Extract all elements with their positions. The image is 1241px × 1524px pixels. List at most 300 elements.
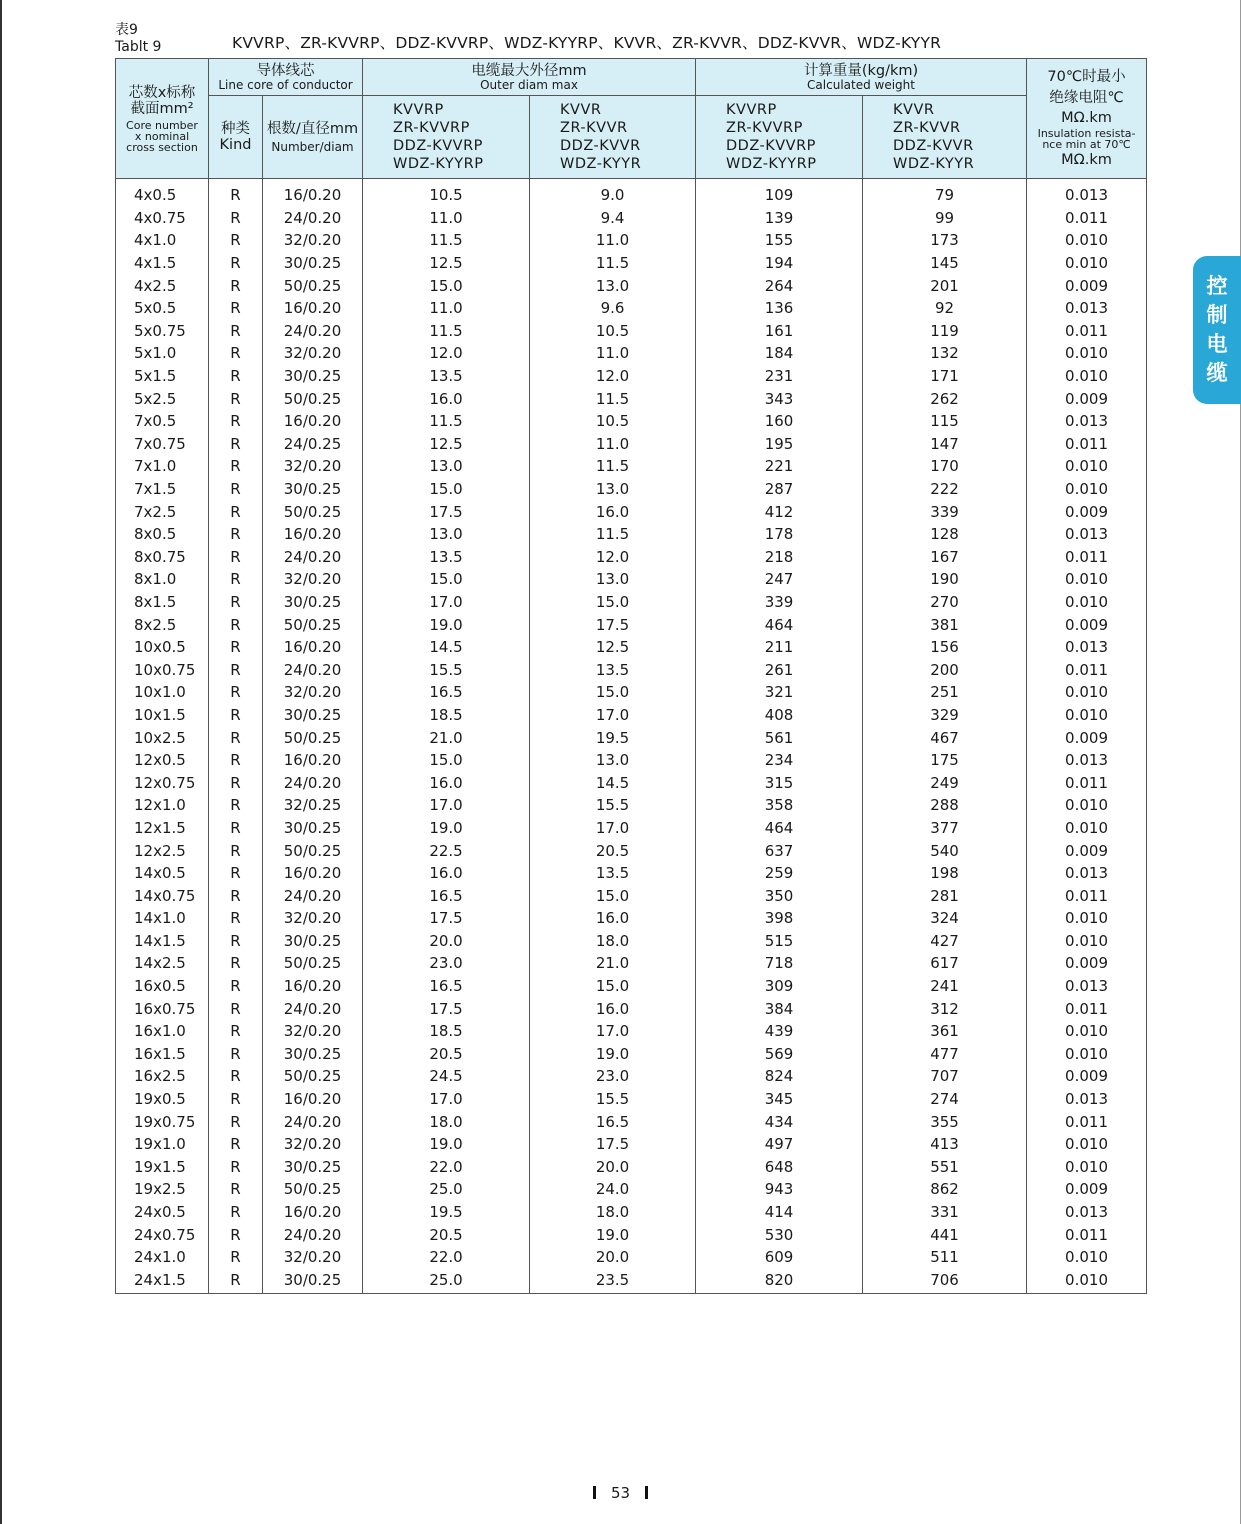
cell-outer-diam-r: 11.5 [530, 252, 696, 275]
cell-outer-diam-r: 23.0 [530, 1065, 696, 1088]
cell-outer-diam-r: 15.0 [530, 591, 696, 614]
cell-weight-rp: 569 [696, 1043, 863, 1066]
table-row [116, 179, 1147, 207]
cell-core-size: 4x1.5 [116, 252, 209, 275]
cell-core-size: 12x1.5 [116, 817, 209, 840]
table-row [116, 1223, 1147, 1246]
cell-number-diam: 16/0.20 [263, 1201, 363, 1224]
cell-weight-r: 222 [863, 478, 1027, 501]
cell-insulation: 0.009 [1027, 839, 1147, 862]
cell-core-size: 12x1.0 [116, 794, 209, 817]
cell-outer-diam-rp: 15.0 [363, 749, 530, 772]
cell-core-size: 24x0.5 [116, 1201, 209, 1224]
cell-weight-r: 270 [863, 591, 1027, 614]
table-row [116, 387, 1147, 410]
cell-weight-rp: 530 [696, 1223, 863, 1246]
cell-outer-diam-rp: 18.5 [363, 704, 530, 727]
cell-outer-diam-rp: 16.0 [363, 771, 530, 794]
cell-core-size: 14x2.5 [116, 952, 209, 975]
header-weight-en: Calculated weight [807, 77, 915, 92]
header-core-en-1: Core number [126, 118, 198, 132]
cell-outer-diam-rp: 19.0 [363, 817, 530, 840]
cell-weight-r: 190 [863, 568, 1027, 591]
cell-core-size: 19x1.0 [116, 1133, 209, 1156]
cell-outer-diam-rp: 13.0 [363, 523, 530, 546]
cell-core-size: 19x1.5 [116, 1156, 209, 1179]
cell-weight-r: 128 [863, 523, 1027, 546]
header-weight [696, 59, 1027, 96]
cell-outer-diam-r: 18.0 [530, 930, 696, 953]
cell-kind: R [209, 455, 263, 478]
table-row [116, 568, 1147, 591]
cell-outer-diam-rp: 16.0 [363, 387, 530, 410]
cell-outer-diam-rp: 17.5 [363, 500, 530, 523]
header-core-cn-2: 截面mm² [130, 100, 194, 117]
cell-weight-r: 171 [863, 365, 1027, 388]
cell-weight-rp: 321 [696, 681, 863, 704]
cell-number-diam: 32/0.20 [263, 568, 363, 591]
cell-weight-r: 540 [863, 839, 1027, 862]
cell-insulation: 0.013 [1027, 636, 1147, 659]
cell-kind: R [209, 794, 263, 817]
table-row [116, 613, 1147, 636]
cell-outer-diam-r: 20.0 [530, 1246, 696, 1269]
section-tab-control-cable[interactable] [1193, 256, 1241, 404]
table-row [116, 726, 1147, 749]
cell-insulation: 0.010 [1027, 229, 1147, 252]
cell-number-diam: 30/0.25 [263, 930, 363, 953]
cell-weight-r: 377 [863, 817, 1027, 840]
cell-weight-rp: 515 [696, 930, 863, 953]
cell-weight-r: 251 [863, 681, 1027, 704]
cell-outer-diam-rp: 24.5 [363, 1065, 530, 1088]
cell-kind: R [209, 839, 263, 862]
cell-core-size: 16x1.0 [116, 1020, 209, 1043]
cell-number-diam: 50/0.25 [263, 613, 363, 636]
cell-weight-rp: 339 [696, 591, 863, 614]
header-ins-en-2: nce min at 70℃ [1042, 137, 1131, 151]
cell-number-diam: 30/0.25 [263, 252, 363, 275]
cell-outer-diam-rp: 11.5 [363, 320, 530, 343]
table-row [116, 500, 1147, 523]
cell-insulation: 0.011 [1027, 1223, 1147, 1246]
cell-core-size: 24x1.0 [116, 1246, 209, 1269]
cell-insulation: 0.010 [1027, 1043, 1147, 1066]
cell-insulation: 0.011 [1027, 884, 1147, 907]
cell-insulation: 0.010 [1027, 478, 1147, 501]
cell-weight-r: 862 [863, 1178, 1027, 1201]
cell-weight-r: 200 [863, 658, 1027, 681]
cell-weight-rp: 155 [696, 229, 863, 252]
cell-outer-diam-r: 23.5 [530, 1269, 696, 1294]
table-row [116, 1178, 1147, 1201]
cell-outer-diam-r: 11.0 [530, 433, 696, 456]
cell-insulation: 0.010 [1027, 1156, 1147, 1179]
cell-insulation: 0.010 [1027, 930, 1147, 953]
cell-outer-diam-r: 15.0 [530, 681, 696, 704]
table-row [116, 749, 1147, 772]
cell-number-diam: 16/0.20 [263, 179, 363, 207]
table-row [116, 297, 1147, 320]
cell-outer-diam-r: 11.5 [530, 387, 696, 410]
table-row [116, 478, 1147, 501]
cell-insulation: 0.010 [1027, 794, 1147, 817]
model-label: KVVRP [726, 102, 777, 118]
cell-outer-diam-rp: 12.5 [363, 252, 530, 275]
cell-weight-r: 274 [863, 1088, 1027, 1111]
cell-weight-r: 198 [863, 862, 1027, 885]
cell-number-diam: 30/0.25 [263, 1043, 363, 1066]
cell-core-size: 4x0.5 [116, 179, 209, 207]
model-label: DDZ-KVVR [560, 138, 641, 154]
table-row [116, 523, 1147, 546]
cell-outer-diam-rp: 16.5 [363, 681, 530, 704]
cell-insulation: 0.013 [1027, 523, 1147, 546]
cell-core-size: 12x0.75 [116, 771, 209, 794]
cell-number-diam: 32/0.20 [263, 907, 363, 930]
table-label-en: Tablt 9 [115, 39, 162, 55]
cell-number-diam: 16/0.20 [263, 862, 363, 885]
cell-kind: R [209, 658, 263, 681]
cell-insulation: 0.010 [1027, 342, 1147, 365]
table-row [116, 433, 1147, 456]
header-ins-en-1: Insulation resista- [1037, 126, 1136, 140]
table-row [116, 658, 1147, 681]
cell-weight-rp: 637 [696, 839, 863, 862]
cell-weight-rp: 234 [696, 749, 863, 772]
page-footer [0, 1484, 1241, 1502]
cell-insulation: 0.013 [1027, 749, 1147, 772]
cell-number-diam: 32/0.20 [263, 342, 363, 365]
cell-outer-diam-rp: 17.5 [363, 997, 530, 1020]
cell-kind: R [209, 1201, 263, 1224]
cell-kind: R [209, 907, 263, 930]
cell-kind: R [209, 704, 263, 727]
cell-kind: R [209, 591, 263, 614]
cell-kind: R [209, 613, 263, 636]
cell-core-size: 16x0.5 [116, 975, 209, 998]
cell-number-diam: 32/0.25 [263, 794, 363, 817]
header-core-en-2: x nominal [134, 129, 190, 143]
cell-core-size: 12x2.5 [116, 839, 209, 862]
cell-number-diam: 30/0.25 [263, 365, 363, 388]
cell-kind: R [209, 320, 263, 343]
cell-weight-rp: 184 [696, 342, 863, 365]
cell-number-diam: 30/0.25 [263, 591, 363, 614]
header-outer-r-models [530, 96, 696, 179]
cell-outer-diam-rp: 19.0 [363, 1133, 530, 1156]
cell-core-size: 10x0.5 [116, 636, 209, 659]
cell-kind: R [209, 274, 263, 297]
cell-weight-r: 477 [863, 1043, 1027, 1066]
cell-kind: R [209, 297, 263, 320]
cell-insulation: 0.009 [1027, 952, 1147, 975]
cell-weight-rp: 561 [696, 726, 863, 749]
cell-outer-diam-r: 13.0 [530, 274, 696, 297]
cell-insulation: 0.010 [1027, 1269, 1147, 1294]
cell-kind: R [209, 1178, 263, 1201]
cell-insulation: 0.013 [1027, 297, 1147, 320]
cell-weight-rp: 824 [696, 1065, 863, 1088]
table-row [116, 455, 1147, 478]
table-row [116, 636, 1147, 659]
table-row [116, 839, 1147, 862]
cell-insulation: 0.010 [1027, 1020, 1147, 1043]
cell-core-size: 7x2.5 [116, 500, 209, 523]
cell-weight-r: 706 [863, 1269, 1027, 1294]
cell-weight-r: 329 [863, 704, 1027, 727]
cell-insulation: 0.011 [1027, 1110, 1147, 1133]
cell-weight-rp: 315 [696, 771, 863, 794]
cell-outer-diam-r: 11.0 [530, 229, 696, 252]
cell-weight-r: 288 [863, 794, 1027, 817]
header-conductor [209, 59, 363, 96]
cell-insulation: 0.011 [1027, 433, 1147, 456]
cell-insulation: 0.009 [1027, 274, 1147, 297]
cell-weight-r: 201 [863, 274, 1027, 297]
cell-number-diam: 24/0.20 [263, 1110, 363, 1133]
table-row [116, 546, 1147, 569]
cell-insulation: 0.010 [1027, 704, 1147, 727]
cell-insulation: 0.010 [1027, 455, 1147, 478]
cell-weight-rp: 309 [696, 975, 863, 998]
cell-number-diam: 16/0.20 [263, 523, 363, 546]
cell-weight-rp: 139 [696, 207, 863, 230]
cell-core-size: 10x2.5 [116, 726, 209, 749]
cell-outer-diam-rp: 17.5 [363, 907, 530, 930]
cell-kind: R [209, 433, 263, 456]
cell-kind: R [209, 862, 263, 885]
header-number-cn: 根数/直径mm [266, 120, 359, 137]
cell-kind: R [209, 1088, 263, 1111]
cell-outer-diam-r: 12.5 [530, 636, 696, 659]
cell-core-size: 12x0.5 [116, 749, 209, 772]
cell-insulation: 0.013 [1027, 975, 1147, 998]
model-label: WDZ-KYYRP [726, 156, 817, 172]
cell-kind: R [209, 636, 263, 659]
cell-kind: R [209, 1156, 263, 1179]
cell-weight-rp: 221 [696, 455, 863, 478]
cell-insulation: 0.009 [1027, 726, 1147, 749]
cell-kind: R [209, 817, 263, 840]
cell-insulation: 0.013 [1027, 410, 1147, 433]
table-row [116, 1088, 1147, 1111]
cell-weight-r: 262 [863, 387, 1027, 410]
table-row [116, 1246, 1147, 1269]
cell-weight-rp: 648 [696, 1156, 863, 1179]
table-row [116, 274, 1147, 297]
cell-number-diam: 16/0.20 [263, 975, 363, 998]
cell-kind: R [209, 523, 263, 546]
cell-kind: R [209, 568, 263, 591]
cell-outer-diam-rp: 13.5 [363, 546, 530, 569]
cell-insulation: 0.011 [1027, 658, 1147, 681]
cell-kind: R [209, 229, 263, 252]
cell-weight-r: 441 [863, 1223, 1027, 1246]
header-ins-unit-2: MΩ.km [1061, 151, 1112, 168]
cell-weight-rp: 161 [696, 320, 863, 343]
cell-core-size: 5x1.5 [116, 365, 209, 388]
cell-number-diam: 50/0.25 [263, 839, 363, 862]
cell-outer-diam-rp: 25.0 [363, 1178, 530, 1201]
cell-outer-diam-rp: 22.0 [363, 1246, 530, 1269]
cell-number-diam: 24/0.25 [263, 433, 363, 456]
cell-outer-diam-r: 12.0 [530, 546, 696, 569]
cell-weight-rp: 464 [696, 817, 863, 840]
cell-outer-diam-rp: 16.5 [363, 884, 530, 907]
cell-weight-rp: 259 [696, 862, 863, 885]
cell-weight-r: 132 [863, 342, 1027, 365]
cell-number-diam: 32/0.20 [263, 1246, 363, 1269]
header-core-size [116, 59, 209, 179]
cell-kind: R [209, 749, 263, 772]
table-row [116, 704, 1147, 727]
cell-outer-diam-rp: 25.0 [363, 1269, 530, 1294]
cell-outer-diam-r: 16.0 [530, 907, 696, 930]
cell-number-diam: 24/0.20 [263, 320, 363, 343]
cell-weight-rp: 231 [696, 365, 863, 388]
cell-weight-r: 79 [863, 179, 1027, 207]
cell-insulation: 0.009 [1027, 1065, 1147, 1088]
table-row [116, 1043, 1147, 1066]
cell-kind: R [209, 1246, 263, 1269]
cell-weight-rp: 497 [696, 1133, 863, 1156]
model-label: ZR-KVVR [893, 120, 961, 136]
cell-weight-rp: 136 [696, 297, 863, 320]
table-body [116, 179, 1147, 1294]
header-weight-cn: 计算重量(kg/km) [803, 62, 919, 79]
cell-outer-diam-rp: 22.0 [363, 1156, 530, 1179]
cable-spec-table [115, 58, 1147, 1294]
cell-insulation: 0.009 [1027, 1178, 1147, 1201]
cell-insulation: 0.010 [1027, 817, 1147, 840]
header-outer-en: Outer diam max [480, 77, 578, 92]
model-label: DDZ-KVVRP [393, 138, 483, 154]
cell-outer-diam-rp: 18.0 [363, 1110, 530, 1133]
header-weight-rp-models [696, 96, 863, 179]
cell-outer-diam-rp: 20.5 [363, 1223, 530, 1246]
cell-outer-diam-rp: 23.0 [363, 952, 530, 975]
model-label: WDZ-KYYRP [393, 156, 484, 172]
cell-core-size: 16x2.5 [116, 1065, 209, 1088]
cell-weight-r: 339 [863, 500, 1027, 523]
header-insulation [1027, 59, 1147, 179]
cell-weight-r: 173 [863, 229, 1027, 252]
header-conductor-en: Line core of conductor [218, 77, 353, 92]
table-title: KVVRP、ZR-KVVRP、DDZ-KVVRP、WDZ-KYYRP、KVVR、ZR-KVVR、DDZ-KVVR、WDZ-KYYR [232, 34, 942, 52]
cell-outer-diam-rp: 21.0 [363, 726, 530, 749]
cell-core-size: 19x0.75 [116, 1110, 209, 1133]
cell-weight-rp: 414 [696, 1201, 863, 1224]
cell-kind: R [209, 952, 263, 975]
cell-core-size: 19x2.5 [116, 1178, 209, 1201]
cell-core-size: 10x1.5 [116, 704, 209, 727]
cell-insulation: 0.010 [1027, 591, 1147, 614]
cell-insulation: 0.010 [1027, 365, 1147, 388]
table-row [116, 1269, 1147, 1294]
cell-outer-diam-r: 20.0 [530, 1156, 696, 1179]
cell-core-size: 24x0.75 [116, 1223, 209, 1246]
header-kind [209, 96, 263, 179]
cell-insulation: 0.009 [1027, 500, 1147, 523]
cell-core-size: 7x0.5 [116, 410, 209, 433]
cell-outer-diam-r: 13.0 [530, 478, 696, 501]
cell-core-size: 14x1.0 [116, 907, 209, 930]
cell-core-size: 8x0.75 [116, 546, 209, 569]
table-row [116, 320, 1147, 343]
header-core-cn-1: 芯数x标称 [128, 84, 196, 101]
cell-outer-diam-rp: 12.0 [363, 342, 530, 365]
table-row [116, 997, 1147, 1020]
cell-outer-diam-rp: 17.0 [363, 1088, 530, 1111]
cell-number-diam: 16/0.20 [263, 297, 363, 320]
cell-weight-rp: 439 [696, 1020, 863, 1043]
cell-weight-r: 156 [863, 636, 1027, 659]
header-outer-diam [363, 59, 696, 96]
cell-outer-diam-r: 17.0 [530, 704, 696, 727]
cell-weight-r: 241 [863, 975, 1027, 998]
cell-kind: R [209, 478, 263, 501]
cell-number-diam: 30/0.25 [263, 1269, 363, 1294]
cell-weight-rp: 464 [696, 613, 863, 636]
cell-weight-rp: 264 [696, 274, 863, 297]
cell-core-size: 4x2.5 [116, 274, 209, 297]
cell-number-diam: 32/0.20 [263, 455, 363, 478]
cell-weight-rp: 343 [696, 387, 863, 410]
cell-weight-rp: 194 [696, 252, 863, 275]
cell-number-diam: 30/0.25 [263, 1156, 363, 1179]
cell-kind: R [209, 1043, 263, 1066]
cell-weight-r: 119 [863, 320, 1027, 343]
cell-outer-diam-r: 16.0 [530, 997, 696, 1020]
cell-kind: R [209, 342, 263, 365]
cell-number-diam: 50/0.25 [263, 274, 363, 297]
cell-insulation: 0.011 [1027, 546, 1147, 569]
cell-outer-diam-r: 10.5 [530, 410, 696, 433]
cell-outer-diam-r: 15.0 [530, 884, 696, 907]
cell-weight-r: 361 [863, 1020, 1027, 1043]
table-row [116, 975, 1147, 998]
header-outer-rp-models [363, 96, 530, 179]
header-ins-unit-1: MΩ.km [1061, 109, 1112, 126]
cell-outer-diam-rp: 20.0 [363, 930, 530, 953]
cell-outer-diam-r: 17.5 [530, 1133, 696, 1156]
cell-kind: R [209, 681, 263, 704]
cell-weight-rp: 218 [696, 546, 863, 569]
header-kind-en: Kind [219, 137, 252, 153]
cell-outer-diam-r: 9.0 [530, 179, 696, 207]
cell-weight-r: 145 [863, 252, 1027, 275]
cell-insulation: 0.011 [1027, 207, 1147, 230]
cell-core-size: 5x0.75 [116, 320, 209, 343]
cell-number-diam: 32/0.20 [263, 229, 363, 252]
cell-kind: R [209, 1133, 263, 1156]
cell-outer-diam-rp: 20.5 [363, 1043, 530, 1066]
header-ins-cn-2: 绝缘电阻℃ [1049, 89, 1124, 106]
cell-weight-rp: 287 [696, 478, 863, 501]
cell-weight-r: 551 [863, 1156, 1027, 1179]
cell-core-size: 14x1.5 [116, 930, 209, 953]
cell-kind: R [209, 1020, 263, 1043]
cell-outer-diam-r: 14.5 [530, 771, 696, 794]
cell-outer-diam-rp: 15.5 [363, 658, 530, 681]
cell-outer-diam-rp: 11.0 [363, 207, 530, 230]
cell-kind: R [209, 387, 263, 410]
cell-weight-r: 467 [863, 726, 1027, 749]
cell-kind: R [209, 1269, 263, 1294]
cell-kind: R [209, 975, 263, 998]
cell-outer-diam-rp: 13.5 [363, 365, 530, 388]
